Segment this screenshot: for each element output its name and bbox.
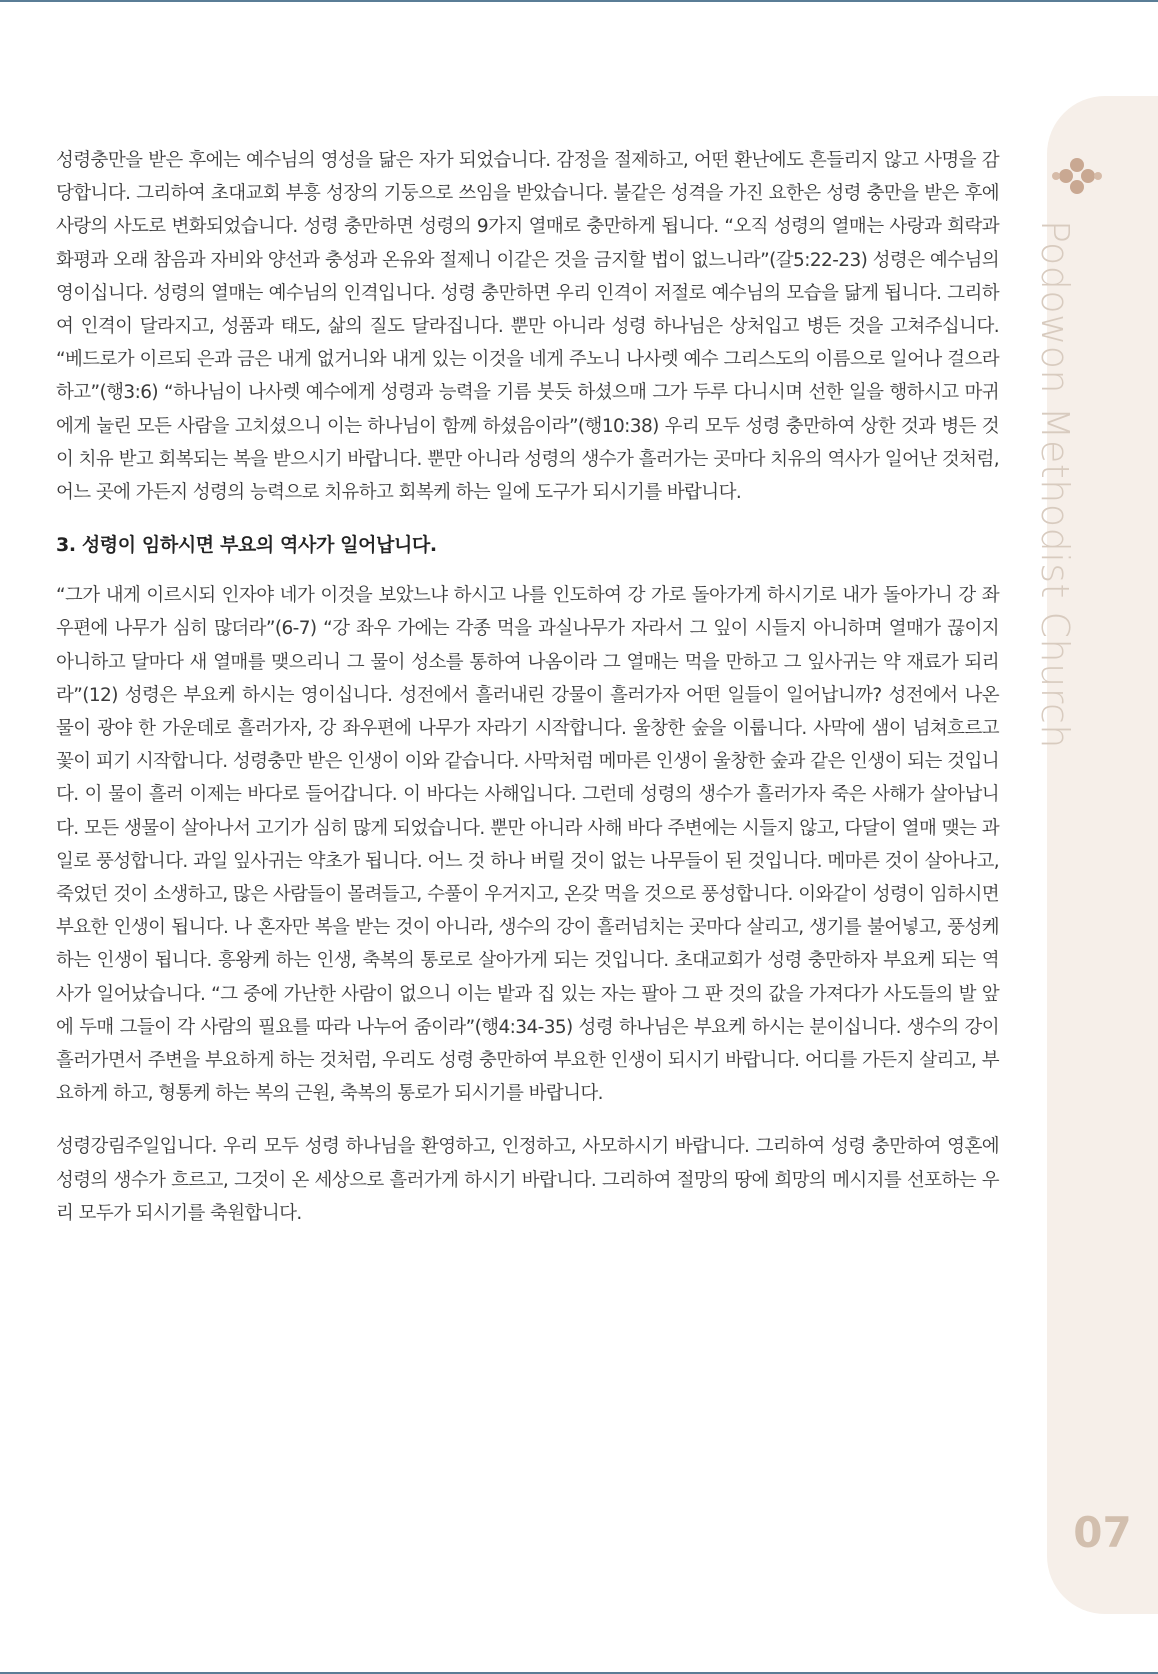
article-body [56, 144, 999, 1230]
paragraph-2: “그가 내게 이르시되 인자야 네가 이것을 보았느냐 하시고 나를 인도하여 강 가로 돌아가게 하시기로 내가 돌아가니 강 좌우편에 나무가 심히 많더라”(6-7) “강 좌우 가에는 각종 먹을 과실나무가 자라서 그 잎이 시들지 아니하며 열매가 끊이지 아니하고 달마다 새 열매를 맺으리니 그 물이 성소를 통하여 나옴이라 그 열매는 먹을 만하고 그 잎사귀는 약 재료가 되리라”(12) 성령은 부요케 하시는 영이십니다. 성전에서 흘러내린 강물이 흘러가자 어떤 일들이 일어납니까? 성전에서 나온 물이 광야 한 가운데로 흘러가자, 강 좌우편에 나무가 자라기 시작합니다. 울창한 숲을 이룹니다. 사막에 샘이 넘쳐흐르고 꽃이 피기 시작합니다. 성령충만 받은 인생이 이와 같습니다. 사막처럼 메마른 인생이 울창한 숲과 같은 인생이 되는 것입니다. 이 물이 흘러 이제는 바다로 들어갑니다. 이 바다는 사해입니다. 그런데 성령의 생수가 흘러가자 죽은 사해가 살아납니다. 모든 생물이 살아나서 고기가 심히 많게 되었습니다. 뿐만 아니라 사해 바다 주변에는 시들지 않고, 다달이 열매 맺는 과일로 풍성합니다. 과일 잎사귀는 약초가 됩니다. 어느 것 하나 버릴 것이 없는 나무들이 된 것입니다. 메마른 것이 살아나고, 죽었던 것이 소생하고, 많은 사람들이 몰려들고, 수풀이 우거지고, 온갖 먹을 것으로 풍성합니다. 이와같이 성령이 임하시면 부요한 인생이 됩니다. 나 혼자만 복을 받는 것이 아니라, 생수의 강이 흘러넘치는 곳마다 살리고, 생기를 불어넣고, 풍성케 하는 인생이 됩니다. 흥왕케 하는 인생, 축복의 통로로 살아가게 되는 것입니다. 초대교회가 성령 충만하자 부요케 되는 역사가 일어났습니다. “그 중에 가난한 사람이 없으니 이는 밭과 집 있는 자는 팔아 그 판 것의 값을 가져다가 사도들의 발 앞에 두매 그들이 각 사람의 필요를 따라 나누어 줌이라”(행4:34-35) 성령 하나님은 부요케 하시는 분이십니다. 생수의 강이 흘러가면서 주변을 부요하게 하는 것처럼, 우리도 성령 충만하여 부요한 인생이 되시기 바랍니다. 어디를 가든지 살리고, 부요하게 하고, 형통케 하는 복의 근원, 축복의 통로가 되시기를 바랍니다. [56, 585, 999, 1105]
paragraph-spacer [56, 1110, 999, 1130]
paragraph-1: 성령충만을 받은 후에는 예수님의 영성을 닮은 자가 되었습니다. 감정을 절제하고, 어떤 환난에도 흔들리지 않고 사명을 감당합니다. 그리하여 초대교회 부흥 성장의 기둥으로 쓰임을 받았습니다. 불같은 성격을 가진 요한은 성령 충만을 받은 후에 사랑의 사도로 변화되었습니다. 성령 충만하면 성령의 9가지 열매로 충만하게 됩니다. “오직 성령의 열매는 사랑과 희락과 화평과 오래 참음과 자비와 양선과 충성과 온유와 절제니 이같은 것을 금지할 법이 없느니라”(갈5:22-23) 성령은 예수님의 영이십니다. 성령의 열매는 예수님의 인격입니다. 성령 충만하면 우리 인격이 저절로 예수님의 모습을 닮게 됩니다. 그리하여 인격이 달라지고, 성품과 태도, 삶의 질도 달라집니다. 뿐만 아니라 성령 하나님은 상처입고 병든 것을 고쳐주십니다. “베드로가 이르되 은과 금은 내게 없거니와 내게 있는 이것을 네게 주노니 나사렛 예수 그리스도의 이름으로 일어나 걸으라 하고”(행3:6) “하나님이 나사렛 예수에게 성령과 능력을 기름 붓듯 하셨으매 그가 두루 다니시며 선한 일을 행하시고 마귀에게 눌린 모든 사람을 고치셨으니 이는 하나님이 함께 하셨음이라”(행10:38) 우리 모두 성령 충만하여 상한 것과 병든 것이 치유 받고 회복되는 복을 받으시기 바랍니다. 뿐만 아니라 성령의 생수가 흘러가는 곳마다 치유의 역사가 일어난 것처럼, 어느 곳에 가든지 성령의 능력으로 치유하고 회복케 하는 일에 도구가 되시기를 바랍니다. [56, 150, 999, 504]
top-rule [0, 0, 1158, 2]
section-heading: 3. 성령이 임하시면 부요의 역사가 일어납니다. [56, 534, 437, 557]
page-number: 07 [1073, 1508, 1132, 1557]
grape-cluster-icon [1052, 157, 1102, 197]
paragraph-3: 성령강림주일입니다. 우리 모두 성령 하나님을 환영하고, 인정하고, 사모하시기 바랍니다. 그리하여 성령 충만하여 영혼에 성령의 생수가 흐르고, 그것이 온 세상으로 흘러가게 하시기 바랍니다. 그리하여 절망의 땅에 희망의 메시지를 선포하는 우리 모두가 되시기를 축원합니다. [56, 1136, 999, 1224]
church-name: Podowon Methodist Church [1033, 220, 1077, 749]
